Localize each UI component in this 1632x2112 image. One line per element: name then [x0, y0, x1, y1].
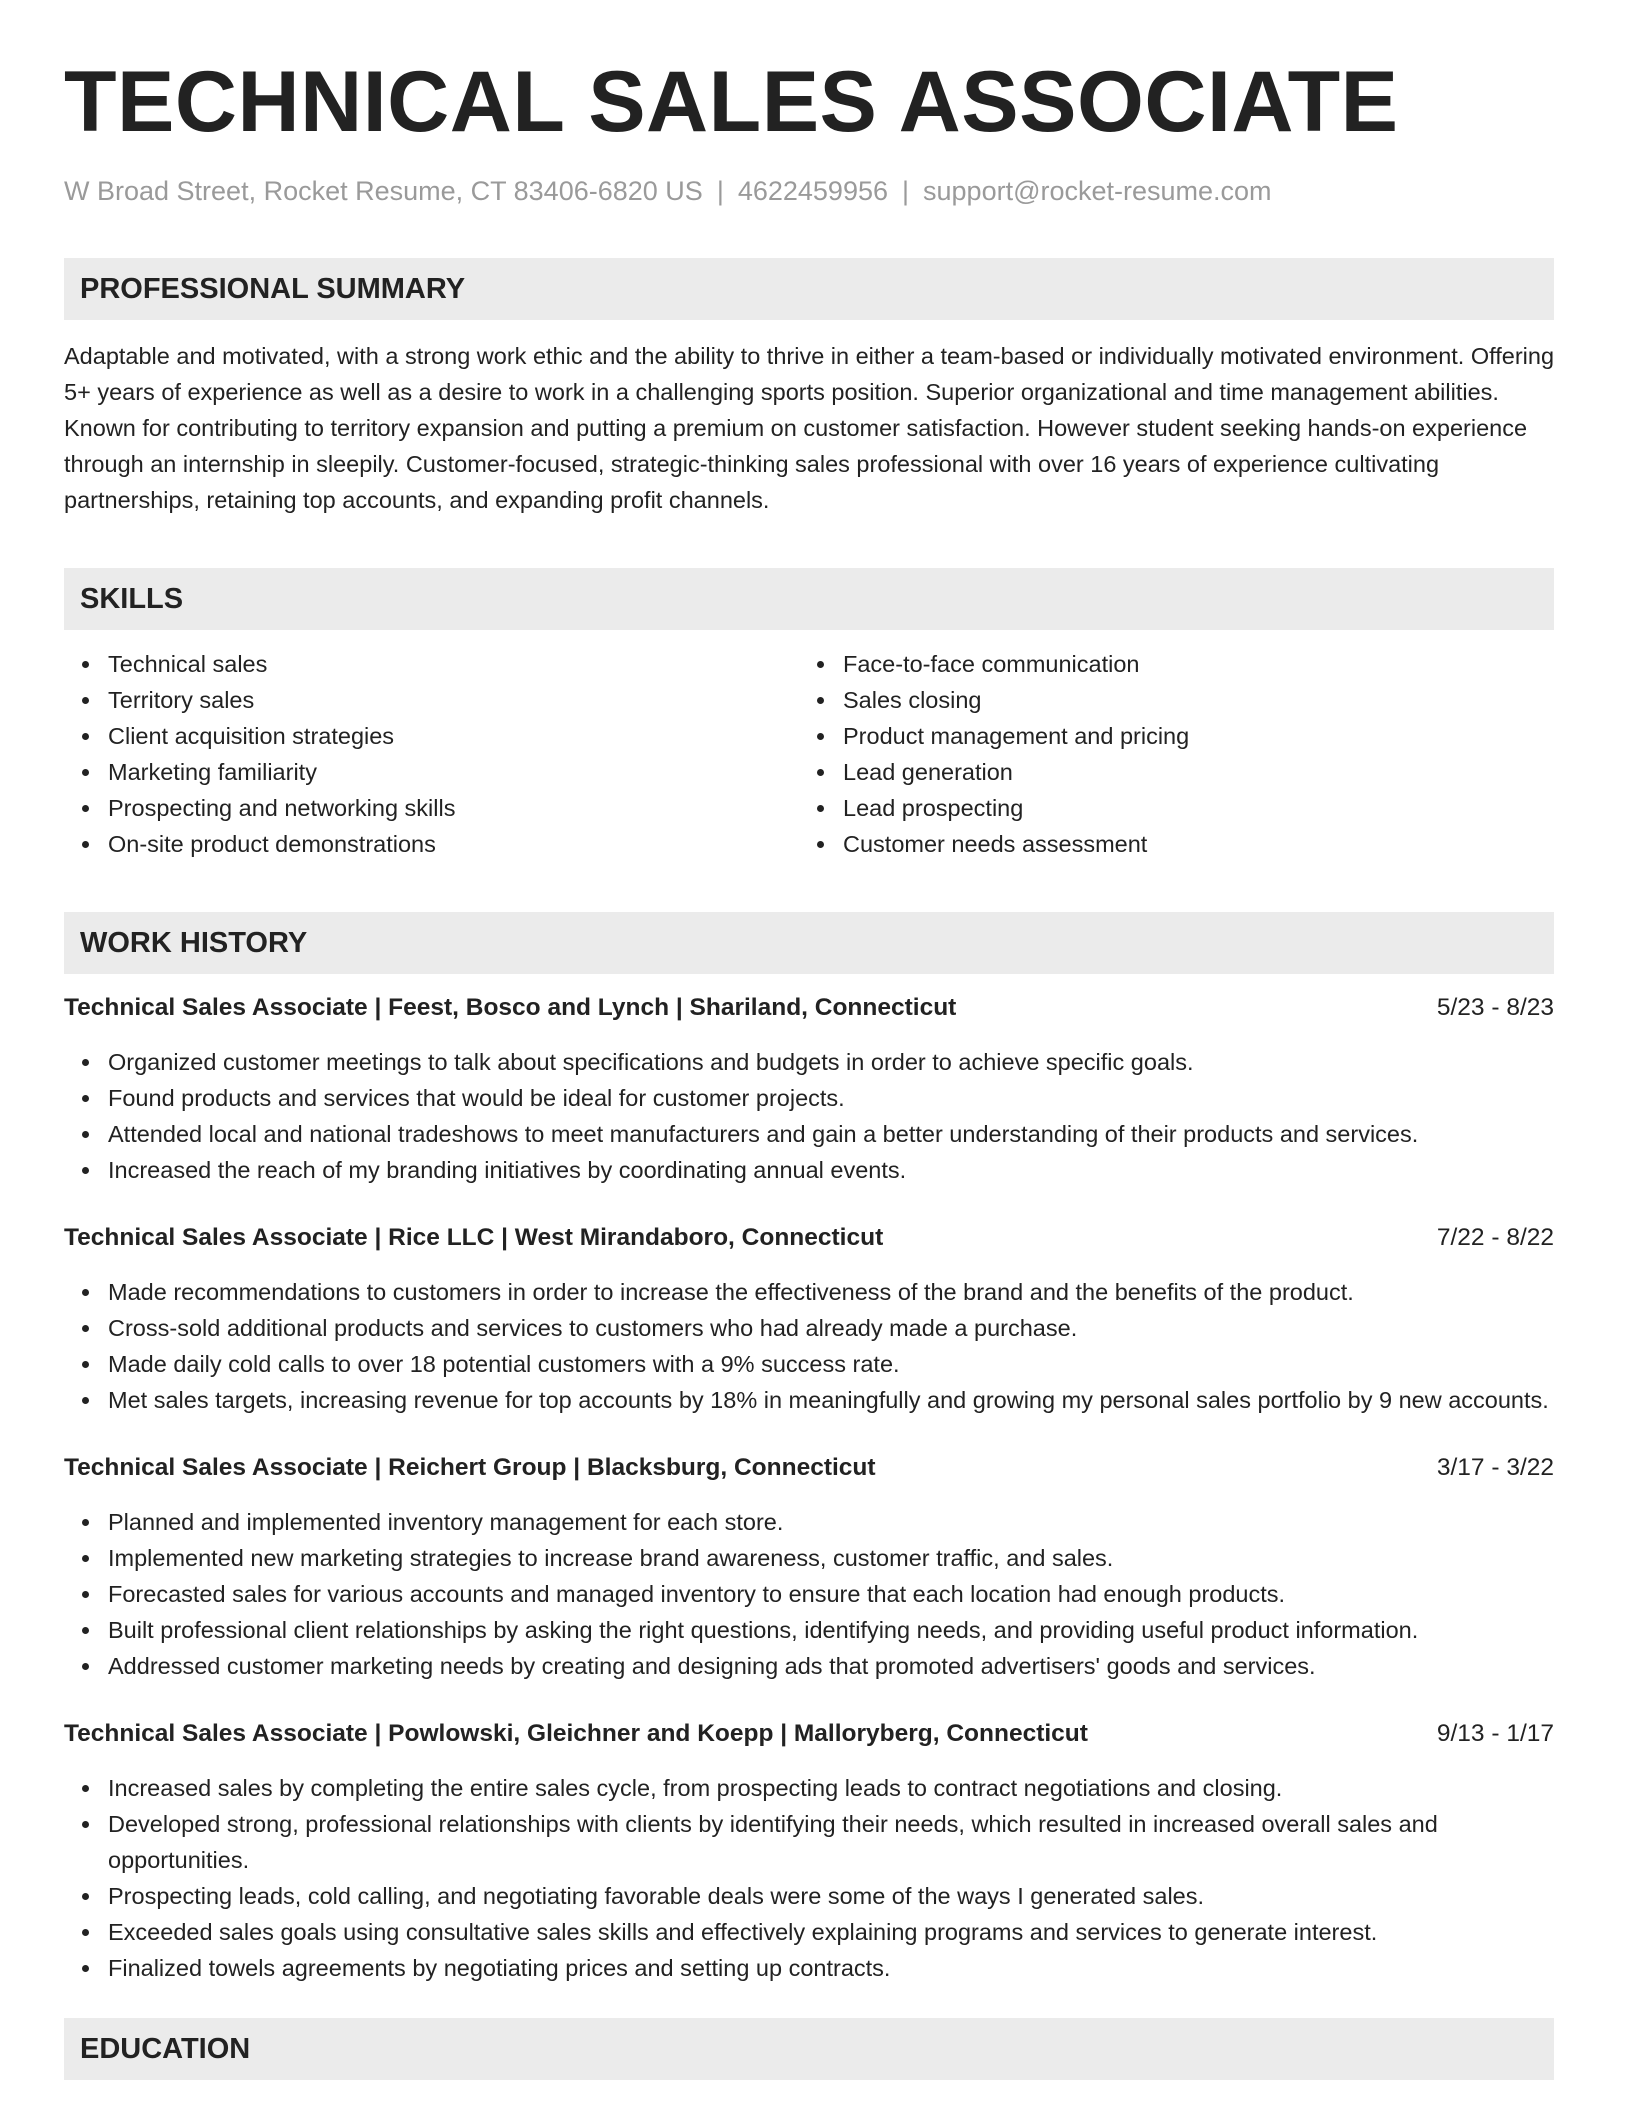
skill-item: Customer needs assessment [843, 826, 1534, 862]
job-header [64, 1450, 1554, 1486]
section-heading-work-history: WORK HISTORY [64, 912, 1554, 974]
skill-item: Lead generation [843, 754, 1534, 790]
job-bullet: Implemented new marketing strategies to increase brand awareness, customer traffic, and sales. [108, 1540, 1554, 1576]
skill-item: Marketing familiarity [108, 754, 799, 790]
job-bullet: Forecasted sales for various accounts and managed inventory to ensure that each location had enough products. [108, 1576, 1554, 1612]
job-title: Technical Sales Associate | Reichert Group | Blacksburg, Connecticut [64, 1454, 876, 1481]
section-heading-summary: PROFESSIONAL SUMMARY [64, 258, 1554, 320]
skills-column-right [799, 646, 1534, 862]
skill-item: On-site product demonstrations [108, 826, 799, 862]
job-bullet: Met sales targets, increasing revenue for top accounts by 18% in meaningfully and growing my personal sales portfolio by 9 new accounts. [108, 1382, 1554, 1418]
job-title: Technical Sales Associate | Feest, Bosco and Lynch | Shariland, Connecticut [64, 994, 957, 1021]
resume-name: TECHNICAL SALES ASSOCIATE [64, 54, 1399, 150]
job-bullet: Increased the reach of my branding initiatives by coordinating annual events. [108, 1152, 1554, 1188]
job-entry [64, 990, 1554, 1188]
skill-item: Sales closing [843, 682, 1534, 718]
job-bullets [64, 1274, 1554, 1418]
job-bullets [64, 1504, 1554, 1684]
job-dates: 7/22 - 8/22 [1436, 1224, 1554, 1251]
job-bullets [64, 1044, 1554, 1188]
contact-separator: | [716, 176, 724, 206]
skill-item: Lead prospecting [843, 790, 1534, 826]
job-bullet: Increased sales by completing the entire sales cycle, from prospecting leads to contract negotiations and closing. [108, 1770, 1554, 1806]
skill-item: Product management and pricing [843, 718, 1534, 754]
job-bullet: Made recommendations to customers in order to increase the effectiveness of the brand and the benefits of the product. [108, 1274, 1554, 1310]
section-heading-education: EDUCATION [64, 2018, 1554, 2080]
contact-address: W Broad Street, Rocket Resume, CT 83406-6820 US [64, 176, 703, 206]
skills-column-left [64, 646, 799, 862]
job-bullet: Prospecting leads, cold calling, and negotiating favorable deals were some of the ways I generated sales. [108, 1878, 1554, 1914]
job-dates: 3/17 - 3/22 [1436, 1454, 1554, 1481]
job-title: Technical Sales Associate | Powlowski, Gleichner and Koepp | Malloryberg, Connecticut [64, 1720, 1088, 1747]
summary-text: Adaptable and motivated, with a strong work ethic and the ability to thrive in either a team-based or individually motivated environment. Offering 5+ years of experience as well as a desire to work in a challenging sports position. Superior organizational and time management abilities. Known for contributing to territory expansion and putting a premium on customer satisfaction. However student seeking hands-on experience through an internship in sleepily. Customer-focused, strategic-thinking sales professional with over 16 years of experience cultivating partnerships, retaining top accounts, and expanding profit channels. [64, 343, 1555, 513]
job-title: Technical Sales Associate | Rice LLC | West Mirandaboro, Connecticut [64, 1224, 884, 1251]
skill-item: Territory sales [108, 682, 799, 718]
job-bullet: Found products and services that would be ideal for customer projects. [108, 1080, 1554, 1116]
job-bullet: Exceeded sales goals using consultative sales skills and effectively explaining programs and services to generate interest. [108, 1914, 1554, 1950]
job-bullet: Finalized towels agreements by negotiating prices and setting up contracts. [108, 1950, 1554, 1986]
job-entry [64, 1220, 1554, 1418]
resume-page [64, 0, 1554, 2080]
job-bullet: Built professional client relationships by asking the right questions, identifying needs, and providing useful product information. [108, 1612, 1554, 1648]
contact-email: support@rocket-resume.com [923, 176, 1272, 206]
contact-line [64, 174, 1554, 208]
job-bullet: Planned and implemented inventory management for each store. [108, 1504, 1554, 1540]
contact-phone: 4622459956 [737, 176, 888, 206]
job-bullet: Organized customer meetings to talk about specifications and budgets in order to achieve specific goals. [108, 1044, 1554, 1080]
job-dates: 5/23 - 8/23 [1436, 994, 1554, 1021]
job-bullet: Cross-sold additional products and services to customers who had already made a purchase. [108, 1310, 1554, 1346]
skills-list [64, 646, 1554, 862]
job-header [64, 1220, 1554, 1256]
skill-item: Prospecting and networking skills [108, 790, 799, 826]
job-header [64, 1716, 1554, 1752]
skill-item: Face-to-face communication [843, 646, 1534, 682]
section-heading-skills: SKILLS [64, 568, 1554, 630]
contact-separator: | [902, 176, 910, 206]
job-bullet: Addressed customer marketing needs by creating and designing ads that promoted advertisers' goods and services. [108, 1648, 1554, 1684]
job-entry [64, 1716, 1554, 1986]
job-bullet: Developed strong, professional relationships with clients by identifying their needs, which resulted in increased overall sales and opportunities. [108, 1806, 1554, 1878]
job-entry [64, 1450, 1554, 1684]
job-dates: 9/13 - 1/17 [1436, 1720, 1554, 1747]
job-bullet: Made daily cold calls to over 18 potential customers with a 9% success rate. [108, 1346, 1554, 1382]
job-header [64, 990, 1554, 1026]
skill-item: Technical sales [108, 646, 799, 682]
skill-item: Client acquisition strategies [108, 718, 799, 754]
job-bullet: Attended local and national tradeshows to meet manufacturers and gain a better understanding of their products and services. [108, 1116, 1554, 1152]
job-bullets [64, 1770, 1554, 1986]
